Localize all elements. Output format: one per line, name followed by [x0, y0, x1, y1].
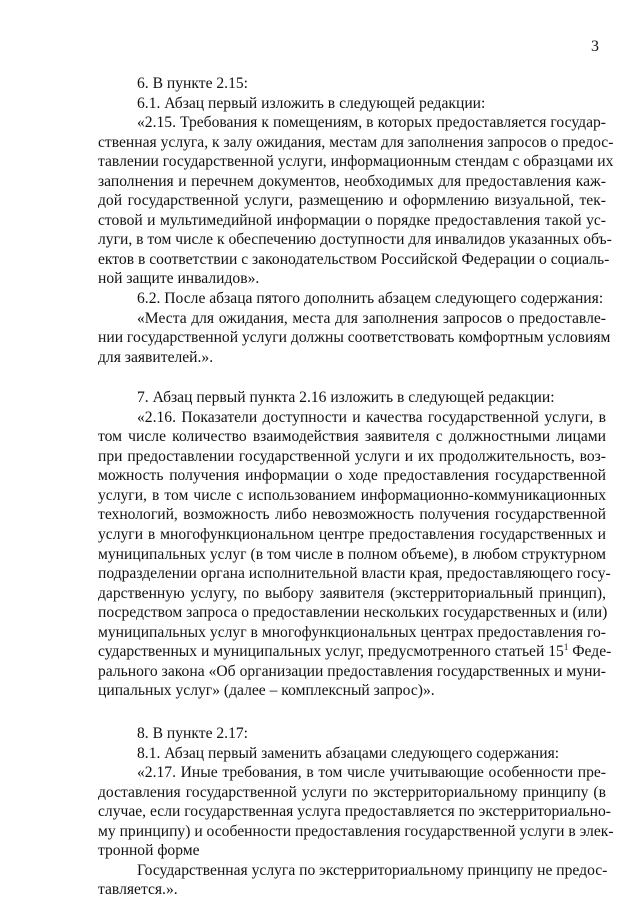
- quote-line: ственная услуга, к залу ожидания, местам для заполнения запросов о предос-: [98, 133, 614, 151]
- quote-line: муниципальных услуг в многофункциональных центрах предоставления го-: [98, 623, 606, 641]
- quote-line: подразделении органа исполнительной власти края, предоставляющего госу-: [98, 565, 611, 583]
- quote-line: тронной форме: [98, 842, 200, 860]
- quote-line: ной защите инвалидов».: [98, 270, 260, 288]
- quote-line: му принципу) и особенности предоставления государственной услуги в элек-: [98, 822, 614, 840]
- quote-line: для заявителей.».: [98, 348, 214, 366]
- document-body: [98, 74, 614, 900]
- quote-text: Феде-: [568, 643, 612, 661]
- quote-line: тавляется.».: [98, 881, 178, 899]
- quote-line: дарственную услугу, по выбору заявителя (экстерриториальный принцип),: [98, 584, 606, 602]
- quote-line: заполнения и перечнем документов, необходимых для предоставления каж-: [98, 172, 606, 190]
- quote-line: ципальных услуг» (далее – комплексный запрос)».: [98, 682, 435, 700]
- section-spacer: [98, 701, 606, 724]
- quote-line: тавлении государственной услуги, информационным стендам с образцами их: [98, 153, 614, 171]
- clause-6-2: 6.2. После абзаца пятого дополнить абзацем следующего содержания:: [137, 290, 604, 308]
- quote-line: при предоставлении государственной услуги и их продолжительность, воз-: [98, 447, 606, 465]
- quote-line: «2.15. Требования к помещениям, в которых предоставляется государ-: [137, 114, 606, 132]
- quote-line: луги, в том числе к обеспечению доступности для инвалидов указанных объ-: [98, 231, 612, 249]
- quote-line: «Места для ожидания, места для заполнения запросов о предоставле-: [137, 309, 606, 327]
- quote-line: «2.16. Показатели доступности и качества государственной услуги, в: [137, 408, 606, 426]
- quote-line: Государственная услуга по экстерриториальному принципу не предос-: [137, 861, 608, 879]
- quote-line: услуги в многофункциональном центре предоставления государственных и: [98, 526, 606, 544]
- footnote-superscript: 1: [563, 642, 569, 653]
- quote-line: технологий, возможность либо невозможность получения государственной: [98, 506, 606, 524]
- quote-line: можность получения информации о ходе предоставления государственной: [98, 467, 606, 485]
- quote-line-with-footnote: [98, 642, 612, 662]
- quote-line: муниципальных услуг (в том числе в полном объеме), в любом структурном: [98, 545, 606, 563]
- quote-line: услуги, в том числе с использованием информационно-коммуникационных: [98, 486, 606, 504]
- quote-line: посредством запроса о предоставлении нескольких государственных и (или): [98, 604, 608, 622]
- quote-text: сударственных и муниципальных услуг, предусмотренного статьей 15: [98, 643, 564, 661]
- quote-line: случае, если государственная услуга предоставляется по экстерриториально-: [98, 803, 611, 821]
- section-6-heading: 6. В пункте 2.15:: [137, 75, 249, 92]
- section-spacer: [98, 367, 606, 388]
- section-8-heading: 8. В пункте 2.17:: [137, 724, 249, 742]
- quote-line: том числе количество взаимодействия заявителя с должностными лицами: [98, 428, 606, 446]
- page-number: 3: [591, 38, 599, 55]
- section-7-heading: 7. Абзац первый пункта 2.16 изложить в следующей редакции:: [137, 389, 555, 407]
- clause-8-1: 8.1. Абзац первый заменить абзацами следующего содержания:: [137, 744, 560, 762]
- quote-line: доставления государственной услуги по экстерриториальному принципу (в: [98, 783, 606, 801]
- quote-line: нии государственной услуги должны соответствовать комфортным условиям: [98, 329, 611, 347]
- quote-line: «2.17. Иные требования, в том числе учитывающие особенности пре-: [137, 764, 606, 782]
- quote-line: ектов в соответствии с законодательством Российской Федерации о социаль-: [98, 250, 610, 268]
- quote-line: рального закона «Об организации предоставления государственных и муни-: [98, 662, 606, 680]
- clause-6-1: 6.1. Абзац первый изложить в следующей редакции:: [137, 94, 486, 112]
- quote-line: стовой и мультимедийной информации о порядке предоставления такой ус-: [98, 211, 606, 229]
- quote-line: дой государственной услуги, размещению и оформлению визуальной, тек-: [98, 192, 606, 210]
